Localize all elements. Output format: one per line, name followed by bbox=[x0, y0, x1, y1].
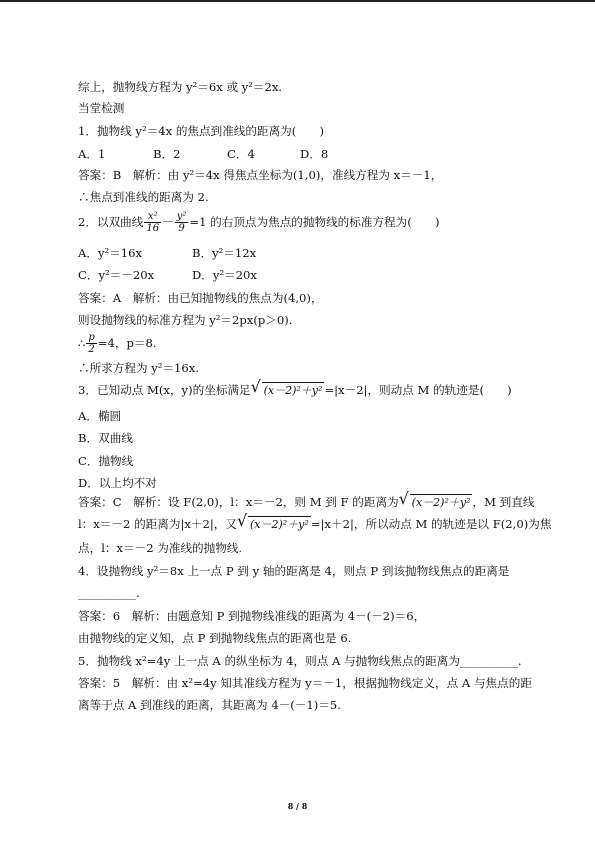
sqrt-expression: √ (x－2)²＋y² bbox=[398, 488, 471, 509]
q2-option-d: D．y²＝20x bbox=[192, 268, 257, 282]
page-number: 8 / 8 bbox=[287, 801, 308, 811]
q2-setup: 则设抛物线的标准方程为 y²＝2px(p＞0). bbox=[78, 313, 293, 327]
q2-option-b: B．y²＝12x bbox=[192, 246, 257, 260]
q2-option-c: C．y²＝－20x bbox=[78, 268, 155, 282]
q2-options-row2 bbox=[78, 267, 257, 283]
q2-options-row1 bbox=[78, 245, 257, 261]
q3-answer-cont: l：x＝－2 的距离为|x＋2|，又 √ (x－2)²＋y² =|x＋2|，所以动点 M 的轨迹是以 F(2,0)为焦 bbox=[78, 510, 552, 531]
q1-option-b: B．2 bbox=[153, 147, 181, 161]
q3-option-b: B．双曲线 bbox=[78, 431, 133, 445]
fraction-x2-16: $\frac{\text{x²}}{16}$ bbox=[146, 210, 160, 234]
q1-answer: 答案：B 解析：由 y²＝4x 得焦点坐标为(1,0)，准线方程为 x＝－1， bbox=[78, 168, 443, 182]
q3-option-a: A．椭圆 bbox=[78, 409, 122, 423]
q3-answer: 答案：C 解析：设 F(2,0)，l：x＝－2，则 M 到 F 的距离为 √ (x－2)²＋y² ，M 到直线 bbox=[78, 488, 535, 509]
q4-stem: 4．设抛物线 y²＝8x 上一点 P 到 y 轴的距离是 4，则点 P 到该抛物线焦点的距离是 bbox=[78, 564, 510, 578]
q1-options bbox=[78, 146, 329, 162]
sqrt-expression: √ (x－2)²＋y² bbox=[236, 510, 309, 531]
q3-stem: 3．已知动点 M(x，y)的坐标满足 √ (x－2)²＋y² =|x－2|，则动点 M 的轨迹是( ) bbox=[78, 376, 512, 397]
q2-answer: 答案：A 解析：由已知抛物线的焦点为(4,0)， bbox=[78, 291, 323, 305]
q5-stem: 5．抛物线 x²=4y 上一点 A 的纵坐标为 4，则点 A 与抛物线焦点的距离为__________. bbox=[78, 654, 522, 668]
q2-step: ∴ $\frac{p}{2}$ =4，p＝8. bbox=[78, 331, 157, 355]
q2-option-a: A．y²＝16x bbox=[78, 246, 143, 260]
fraction-p-2: $\frac{p}{2}$ bbox=[88, 331, 95, 355]
q4-blank: __________. bbox=[78, 586, 140, 600]
conclusion-line: 综上，抛物线方程为 y²＝6x 或 y²＝2x. bbox=[78, 80, 283, 94]
fraction-y2-9: $\frac{\text{y²}}{9}$ bbox=[176, 210, 187, 234]
q3-option-c: C．抛物线 bbox=[78, 454, 134, 468]
q1-option-a: A．1 bbox=[78, 147, 106, 161]
q4-answer: 答案：6 解析：由题意知 P 到抛物线准线的距离为 4－(－2)＝6， bbox=[78, 609, 426, 623]
q2-result: ∴所求方程为 y²＝16x. bbox=[78, 361, 200, 375]
q3-answer-end: 点，l：x＝－2 为准线的抛物线. bbox=[78, 541, 243, 555]
top-border bbox=[0, 0, 595, 2]
q1-conclusion: ∴焦点到准线的距离为 2. bbox=[78, 190, 209, 204]
q5-conclusion: 离等于点 A 到准线的距离，其距离为 4－(－1)＝5. bbox=[78, 698, 341, 712]
q5-answer: 答案：5 解析：由 x²=4y 知其准线方程为 y＝－1，根据抛物线定义，点 A 与焦点的距 bbox=[78, 676, 532, 690]
q4-conclusion: 由抛物线的定义知，点 P 到抛物线焦点的距离也是 6. bbox=[78, 631, 352, 645]
q1-option-d: D．8 bbox=[300, 147, 329, 161]
section-heading: 当堂检测 bbox=[78, 101, 125, 115]
q1-option-c: C．4 bbox=[227, 147, 255, 161]
q1-stem: 1．抛物线 y²＝4x 的焦点到准线的距离为( ) bbox=[78, 124, 325, 138]
sqrt-expression: √ (x－2)²＋y² bbox=[250, 376, 323, 397]
q2-stem: 2．以双曲线 $\frac{\text{x²}}{16}$ － $\frac{\text{y²}}{9}$ =1 的右顶点为焦点的抛物线的标准方程为( ) bbox=[78, 210, 440, 234]
q3-option-d: D．以上均不对 bbox=[78, 476, 157, 490]
